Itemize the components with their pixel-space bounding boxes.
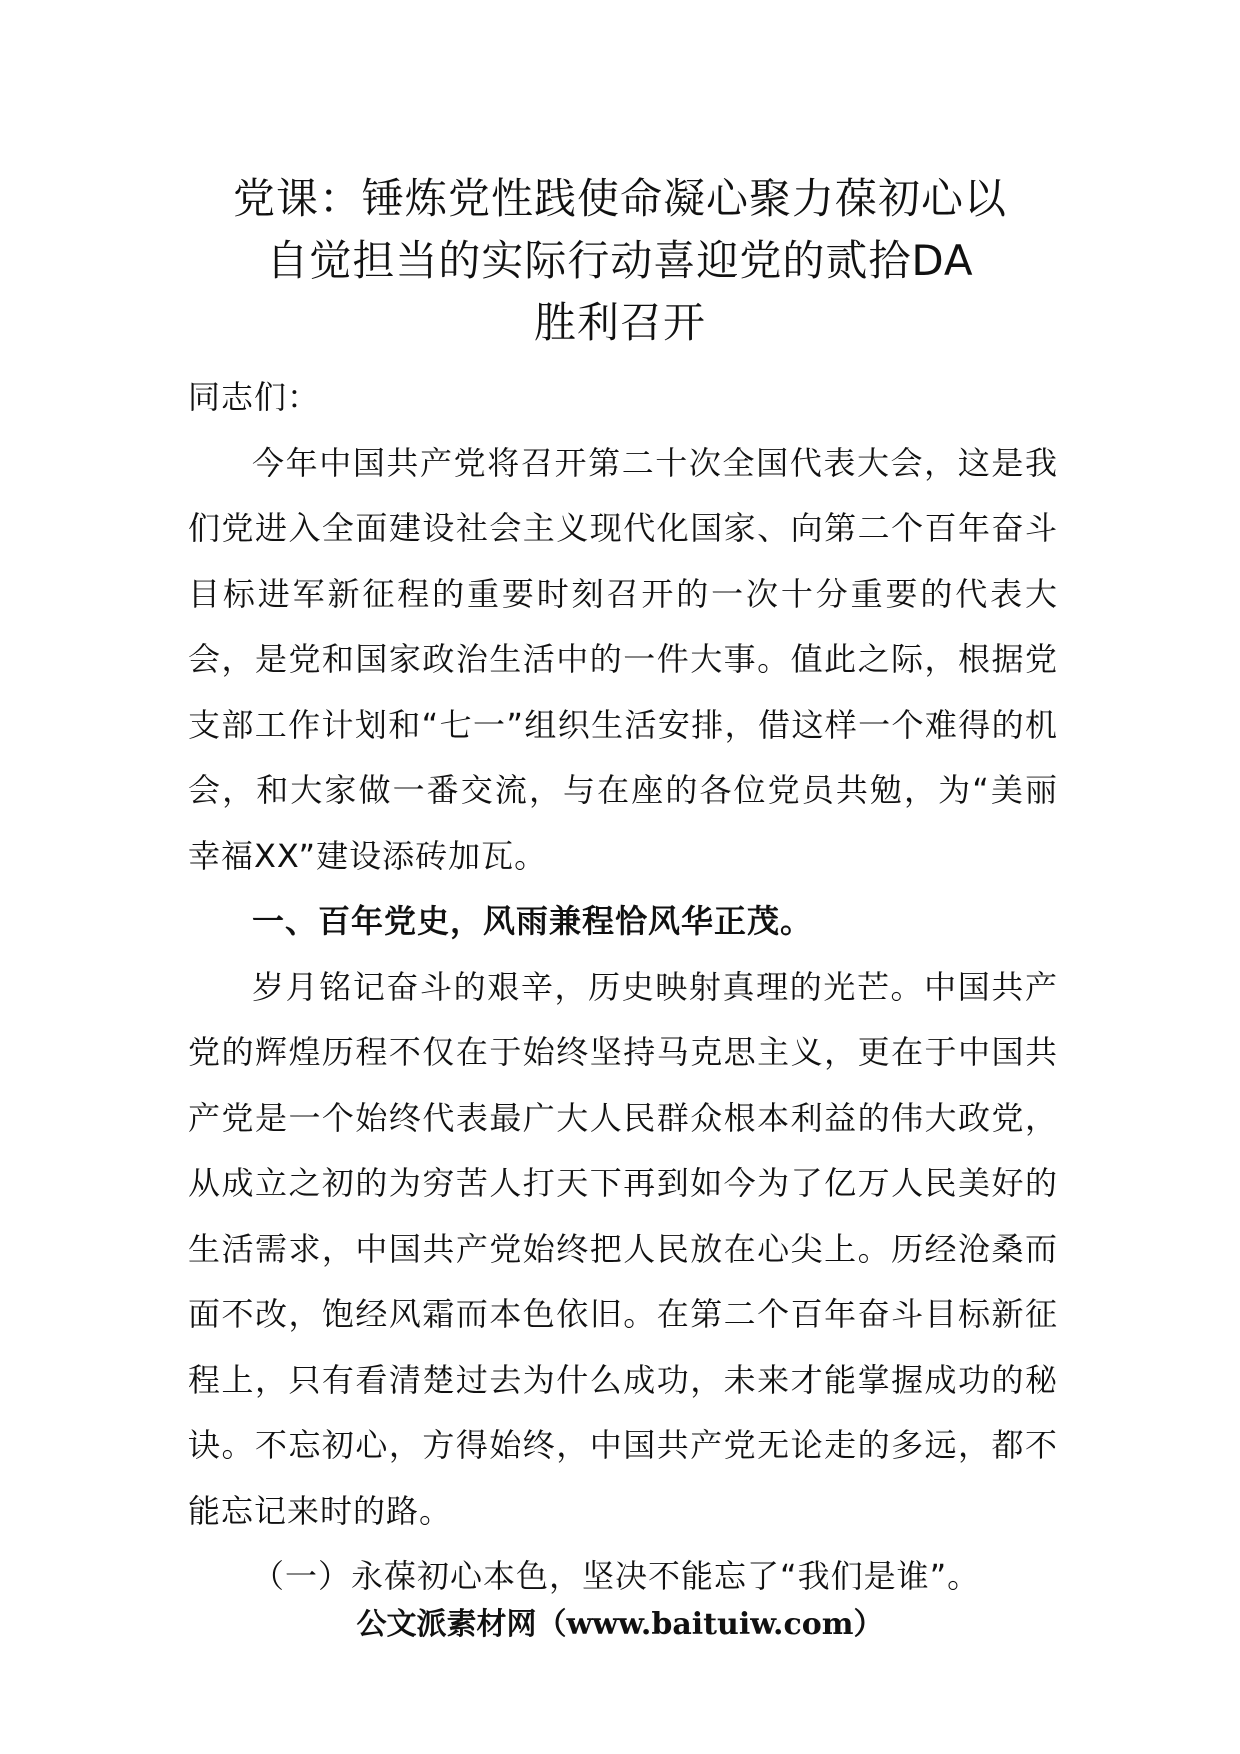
- salutation: 同志们：: [188, 378, 321, 416]
- title-line-1: 党课：锤炼党性践使命凝心聚力葆初心以: [232, 174, 1007, 223]
- section-heading-1: 一、百年党史，风雨兼程恰风华正茂。: [252, 902, 814, 940]
- subsection-heading-1: （一）永葆初心本色，坚决不能忘了“我们是谁”。: [252, 1557, 981, 1595]
- document-body: [188, 365, 1058, 1610]
- paragraph-intro: 今年中国共产党将召开第二十次全国代表大会，这是我们党进入全面建设社会主义现代化国家、向第二个百年奋斗目标进军新征程的重要时刻召开的一次十分重要的代表大会，是党和国家政治生活中的一件大事。值此之际，根据党支部工作计划和“七一”组织生活安排，借这样一个难得的机会，和大家做一番交流，与在座的各位党员共勉，为“美丽幸福XX”建设添砖加瓦。: [188, 443, 1058, 875]
- title-line-3: 胜利召开: [533, 298, 706, 347]
- title-line-2: 自觉担当的实际行动喜迎党的贰拾DA: [266, 236, 974, 285]
- paragraph-history: 岁月铭记奋斗的艰辛，历史映射真理的光芒。中国共产党的辉煌历程不仅在于始终坚持马克思主义，更在于中国共产党是一个始终代表最广大人民群众根本利益的伟大政党，从成立之初的为穷苦人打天下再到如今为了亿万人民美好的生活需求，中国共产党始终把人民放在心尖上。历经沧桑而面不改，饱经风霜而本色依旧。在第二个百年奋斗目标新征程上，只有看清楚过去为什么成功，未来才能掌握成功的秘诀。不忘初心，方得始终，中国共产党无论走的多远，都不能忘记来时的路。: [188, 967, 1058, 1530]
- document-title: [150, 168, 1090, 354]
- footer-watermark: 公文派素材网（www.baituiw.com）: [356, 1607, 884, 1642]
